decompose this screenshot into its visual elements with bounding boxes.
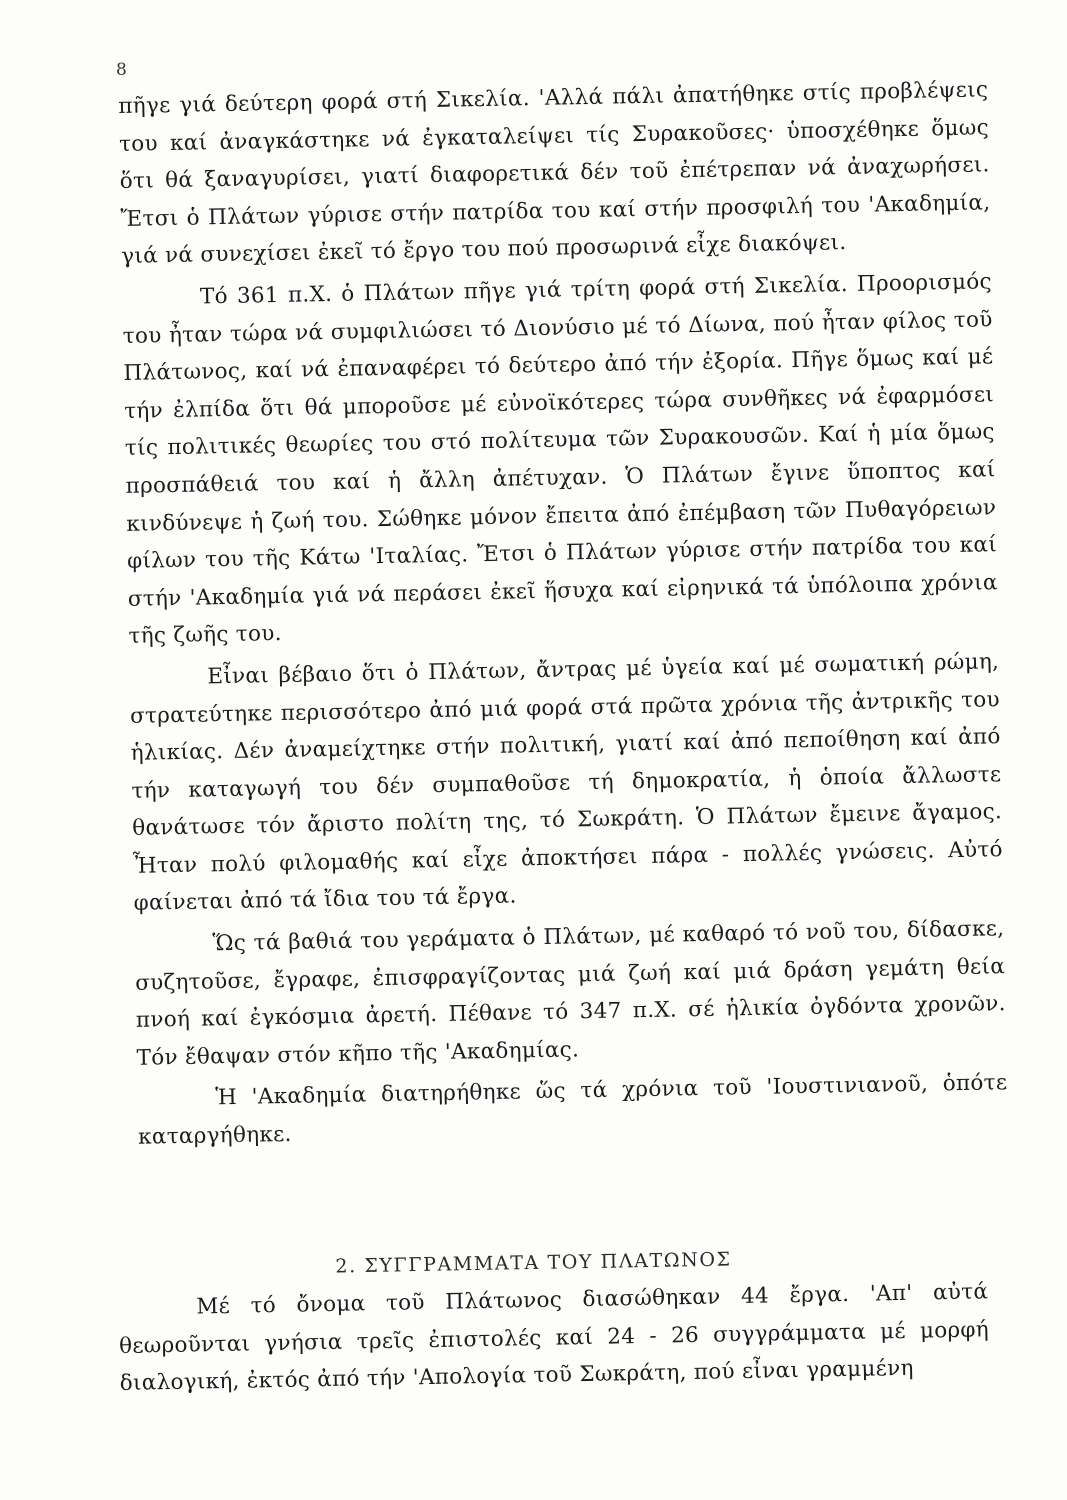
paragraph-character: Εἶναι βέβαιο ὅτι ὁ Πλάτων, ἄντρας μέ ὑγεία καί μέ σωματική ρώμη, στρατεύτηκε περισσότερο ἀπό μιά φορά στά πρῶτα χρόνια τῆς ἀντρικῆς του ἡλικίας. Δέν ἀναμείχτηκε στήν πολιτική, γιατί καί ἀπό πεποίθηση καί ἀπό τήν καταγωγή του δέν συμπαθοῦσε τή δημοκρατία, ἡ ὁποία ἄλλωστε θανάτωσε τόν ἄριστο πολίτη της, τό Σωκράτη. Ὁ Πλάτων ἔμεινε ἄγαμος. Ἦταν πολύ φιλομαθής καί εἶχε ἀποκτήσει πάρα - πολλές γνώσεις. Αὐτό φαίνεται ἀπό τά ἴδια του τά ἔργα. — [129, 649, 1004, 917]
paragraph-continuation: πῆγε γιά δεύτερη φορά στή Σικελία. 'Αλλά πάλι ἀπατήθηκε στίς προβλέψεις του καί ἀναγκάστηκε νά ἐγκαταλείψει τίς Συρακοῦσες· ὑποσχέθηκε ὅμως ὅτι θά ξαναγυρίσει, γιατί διαφορετικά δέν τοῦ ἐπέτρεπαν νά ἀναχωρήσει. Ἔτσι ὁ Πλάτων γύρισε στήν πατρίδα του καί στήν προσφιλή του 'Ακαδημία, γιά νά συνεχίσει ἐκεῖ τό ἔργο του πού προσωρινά εἶχε διακόψει. — [118, 77, 991, 270]
paragraph-academy: Ἡ 'Ακαδημία διατηρήθηκε ὥς τά χρόνια τοῦ 'Ιουστινιανοῦ, ὁπότε καταργήθηκε. — [137, 1070, 1008, 1150]
body-text — [118, 71, 1008, 1156]
paragraph-works: Μέ τό ὄνομα τοῦ Πλάτωνος διασώθηκαν 44 ἔργα. 'Απ' αὐτά θεωροῦνται γνήσια τρεῖς ἐπιστολές καί 24 - 26 συγγράμματα μέ μορφή διαλογική, ἐκτός ἀπό τήν 'Απολογία τοῦ Σωκράτη, πού εἶναι γραμμένη — [118, 1279, 990, 1397]
paragraph-death: Ὥς τά βαθιά του γεράματα ὁ Πλάτων, μέ καθαρό τό νοῦ του, δίδασκε, συζητοῦσε, ἔγραφε, ἐπισφραγίζοντας μιά ζωή καί μιά δράση γεμάτη θεία πνοή καί ἐγκόσμια ἀρετή. Πέθανε τό 347 π.Χ. σέ ἡλικία ὀγδόντα χρονῶν. Τόν ἔθαψαν στόν κῆπο τῆς 'Ακαδημίας. — [134, 916, 1006, 1071]
section-heading: 2. ΣΥΓΓΡΑΜΜΑΤΑ ΤΟΥ ΠΛΑΤΩΝΟΣ — [335, 1248, 732, 1278]
paragraph-third-voyage: Τό 361 π.Χ. ὁ Πλάτων πῆγε γιά τρίτη φορά στή Σικελία. Προορισμός του ἦταν τώρα νά συμφιλιώσει τό Διονύσιο μέ τό Δίωνα, πού ἦταν φίλος τοῦ Πλάτωνος, καί νά ἐπαναφέρει τό δεύτερο ἀπό τήν ἐξορία. Πῆγε ὅμως καί μέ τήν ἐλπίδα ὅτι θά μποροῦσε μέ εὐνοϊκότερες τώρα συνθῆκες νά ἐφαρμόσει τίς πολιτικές θεωρίες του στό πολίτευμα τῶν Συρακουσῶν. Καί ἡ μία ὅμως προσπάθειά του καί ἡ ἄλλη ἀπέτυχαν. Ὁ Πλάτων ἔγινε ὕποπτος καί κινδύνεψε ἡ ζωή του. Σώθηκε μόνον ἔπειτα ἀπό ἐπέμβαση τῶν Πυθαγόρειων φίλων του τῆς Κάτω 'Ιταλίας. Ἔτσι ὁ Πλάτων γύρισε στήν πατρίδα του καί στήν 'Ακαδημία γιά νά περάσει ἐκεῖ ἥσυχα καί εἰρηνικά τά ὑπόλοιπα χρόνια τῆς ζωῆς του. — [122, 269, 998, 650]
page-number: 8 — [116, 60, 127, 80]
section-body-text — [118, 1273, 990, 1402]
